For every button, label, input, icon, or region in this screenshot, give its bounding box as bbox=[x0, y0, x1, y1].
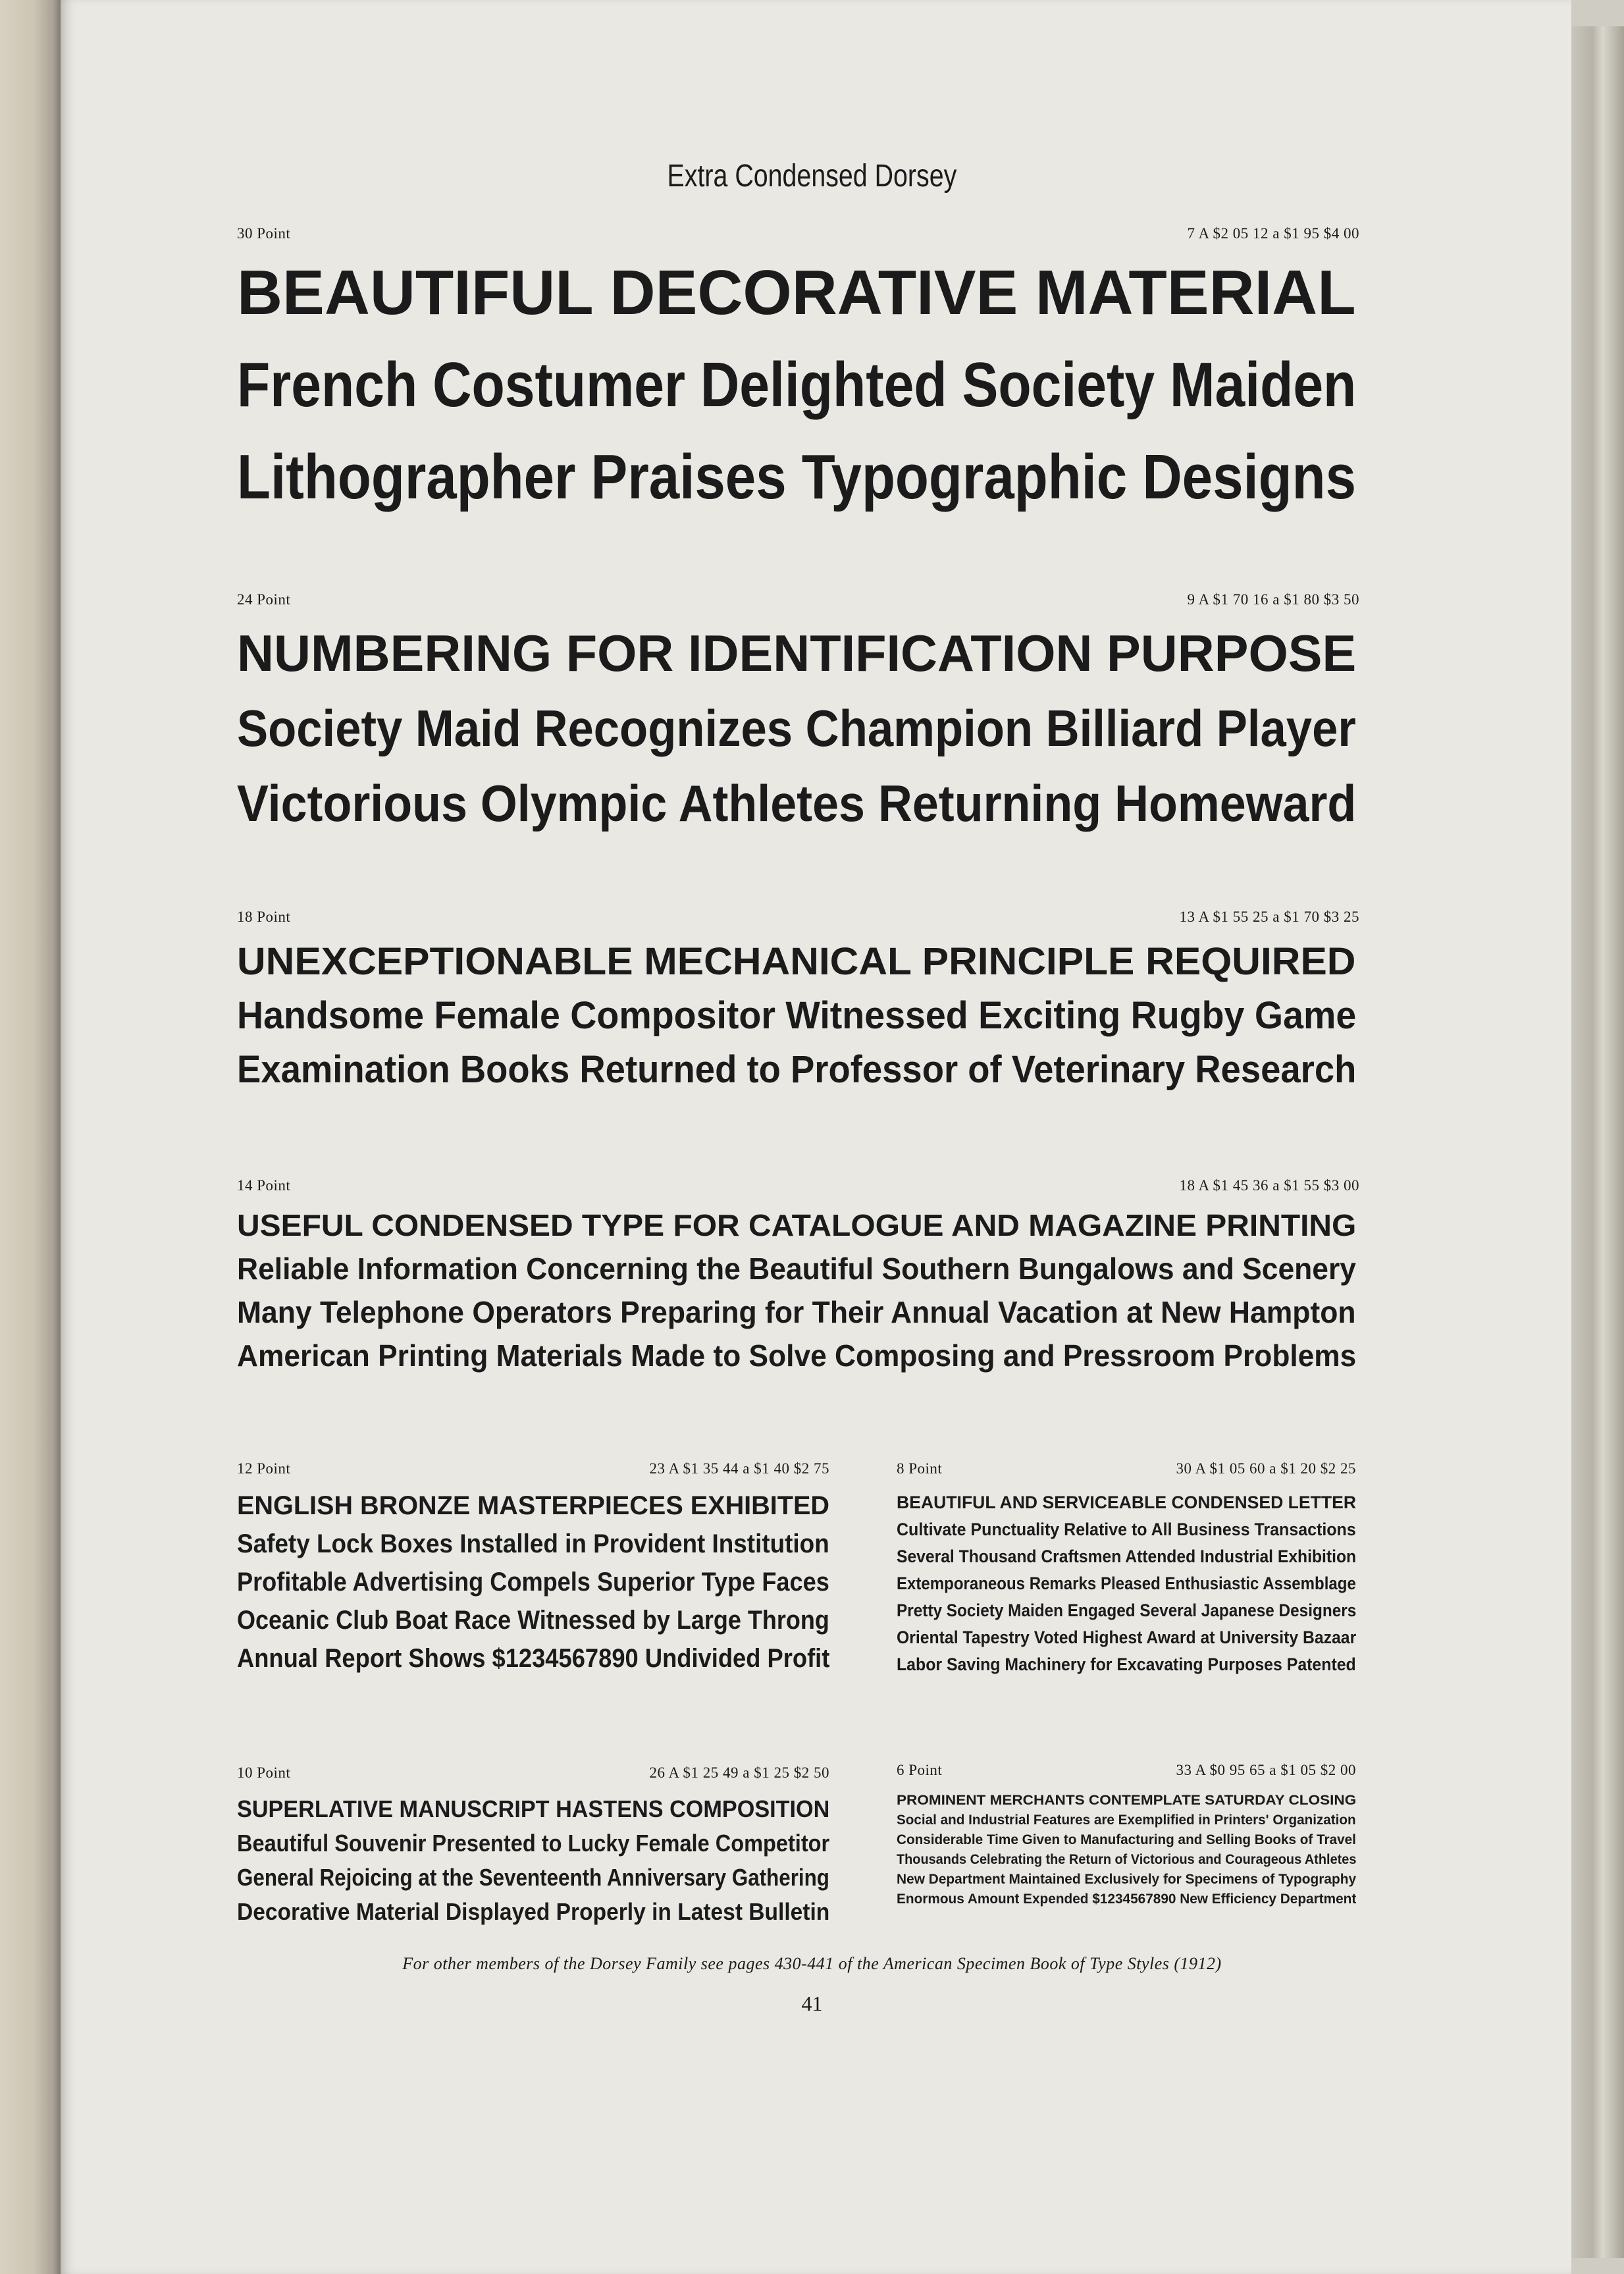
specimen-line: Profitable Advertising Compels Superior Type Faces bbox=[237, 1568, 829, 1597]
specimen-line: Social and Industrial Features are Exemplified in Printers' Organization bbox=[897, 1812, 1356, 1828]
specimen-block-24pt bbox=[237, 616, 1473, 841]
specimen-block-6pt bbox=[897, 1791, 1382, 1909]
specimen-line: USEFUL CONDENSED TYPE FOR CATALOGUE AND MAGAZINE PRINTING bbox=[237, 1208, 1357, 1242]
specimen-price: 13 A $1 55 25 a $1 70 $3 25 bbox=[1179, 909, 1359, 925]
specimen-line: Safety Lock Boxes Installed in Provident Institution bbox=[237, 1529, 829, 1558]
specimen-line: BEAUTIFUL AND SERVICEABLE CONDENSED LETTER bbox=[897, 1493, 1357, 1512]
specimen-price: 23 A $1 35 44 a $1 40 $2 75 bbox=[649, 1460, 829, 1477]
specimen-line: General Rejoicing at the Seventeenth Anniversary Gathering bbox=[237, 1864, 829, 1891]
specimen-block-8pt bbox=[897, 1489, 1413, 1678]
specimen-line: Decorative Material Displayed Properly in Latest Bulletin bbox=[237, 1898, 830, 1925]
specimen-line: Annual Report Shows $1234567890 Undivided Profit bbox=[237, 1644, 830, 1673]
specimen-line: Cultivate Punctuality Relative to All Business Transactions bbox=[897, 1520, 1356, 1539]
specimen-line: Reliable Information Concerning the Beautiful Southern Bungalows and Scenery bbox=[237, 1252, 1356, 1286]
specimen-block-30pt bbox=[237, 247, 1543, 523]
specimen-line: New Department Maintained Exclusively for Specimens of Typography bbox=[897, 1872, 1357, 1887]
specimen-line: Pretty Society Maiden Engaged Several Japanese Designers bbox=[897, 1600, 1357, 1620]
specimen-line: Handsome Female Compositor Witnessed Exciting Rugby Game bbox=[237, 994, 1357, 1037]
specimen-block-12pt bbox=[237, 1487, 895, 1678]
specimen-block-10pt bbox=[237, 1792, 917, 1929]
specimen-size-label: 12 Point bbox=[237, 1460, 291, 1477]
specimen-line: Many Telephone Operators Preparing for Their Annual Vacation at New Hampton bbox=[237, 1295, 1356, 1329]
page-title: Extra Condensed Dorsey bbox=[667, 159, 957, 194]
specimen-size-label: 8 Point bbox=[897, 1460, 943, 1477]
specimen-size-label: 24 Point bbox=[237, 591, 291, 608]
specimen-line: Labor Saving Machinery for Excavating Purposes Patented bbox=[897, 1654, 1356, 1674]
book-spine-shadow bbox=[0, 0, 61, 2274]
specimen-line: SUPERLATIVE MANUSCRIPT HASTENS COMPOSITION bbox=[237, 1795, 830, 1822]
specimen-size-label: 6 Point bbox=[897, 1762, 943, 1778]
specimen-block-14pt bbox=[237, 1203, 1400, 1377]
specimen-price: 9 A $1 70 16 a $1 80 $3 50 bbox=[1187, 591, 1359, 608]
specimen-line: NUMBERING FOR IDENTIFICATION PURPOSE bbox=[237, 624, 1357, 682]
specimen-size-label: 30 Point bbox=[237, 225, 291, 242]
specimen-block-18pt bbox=[237, 935, 1429, 1097]
specimen-line: UNEXCEPTIONABLE MECHANICAL PRINCIPLE REQUIRED bbox=[237, 940, 1356, 983]
specimen-price: 26 A $1 25 49 a $1 25 $2 50 bbox=[649, 1764, 829, 1781]
specimen-line: Oriental Tapestry Voted Highest Award at University Bazaar bbox=[897, 1627, 1357, 1647]
specimen-price: 30 A $1 05 60 a $1 20 $2 25 bbox=[1176, 1460, 1356, 1477]
specimen-line: Considerable Time Given to Manufacturing and Selling Books of Travel bbox=[897, 1832, 1356, 1847]
specimen-size-label: 18 Point bbox=[237, 909, 291, 925]
specimen-line: BEAUTIFUL DECORATIVE MATERIAL bbox=[237, 257, 1356, 328]
page-edges bbox=[1571, 26, 1624, 2258]
specimen-size-label: 10 Point bbox=[237, 1764, 291, 1781]
specimen-line: Oceanic Club Boat Race Witnessed by Large Throng bbox=[237, 1606, 829, 1635]
page-number: 41 bbox=[801, 1992, 823, 2015]
specimen-line: American Printing Materials Made to Solve Composing and Pressroom Problems bbox=[237, 1338, 1357, 1373]
specimen-line: Several Thousand Craftsmen Attended Industrial Exhibition bbox=[897, 1547, 1357, 1566]
specimen-line: PROMINENT MERCHANTS CONTEMPLATE SATURDAY CLOSING bbox=[897, 1793, 1357, 1808]
specimen-line: French Costumer Delighted Society Maiden bbox=[237, 350, 1357, 420]
specimen-line: Thousands Celebrating the Return of Victorious and Courageous Athletes bbox=[897, 1852, 1357, 1867]
specimen-line: Examination Books Returned to Professor of Veterinary Research bbox=[237, 1048, 1357, 1091]
specimen-line: Society Maid Recognizes Champion Billiard Player bbox=[237, 699, 1356, 757]
specimen-line: ENGLISH BRONZE MASTERPIECES EXHIBITED bbox=[237, 1491, 829, 1520]
specimen-line: Beautiful Souvenir Presented to Lucky Female Competitor bbox=[237, 1830, 830, 1857]
specimen-price: 7 A $2 05 12 a $1 95 $4 00 bbox=[1187, 225, 1359, 242]
specimen-price: 33 A $0 95 65 a $1 05 $2 00 bbox=[1176, 1762, 1356, 1778]
specimen-line: Extemporaneous Remarks Pleased Enthusiastic Assemblage bbox=[897, 1573, 1356, 1593]
specimen-size-label: 14 Point bbox=[237, 1177, 291, 1194]
specimen-line: Victorious Olympic Athletes Returning Homeward bbox=[237, 774, 1357, 832]
specimen-line: Lithographer Praises Typographic Designs bbox=[237, 442, 1356, 512]
specimen-line: Enormous Amount Expended $1234567890 New Efficiency Department bbox=[897, 1891, 1357, 1907]
specimen-price: 18 A $1 45 36 a $1 55 $3 00 bbox=[1179, 1177, 1359, 1194]
footnote: For other members of the Dorsey Family see pages 430-441 of the American Specimen Book of Type Styles (1912) bbox=[402, 1954, 1222, 1973]
